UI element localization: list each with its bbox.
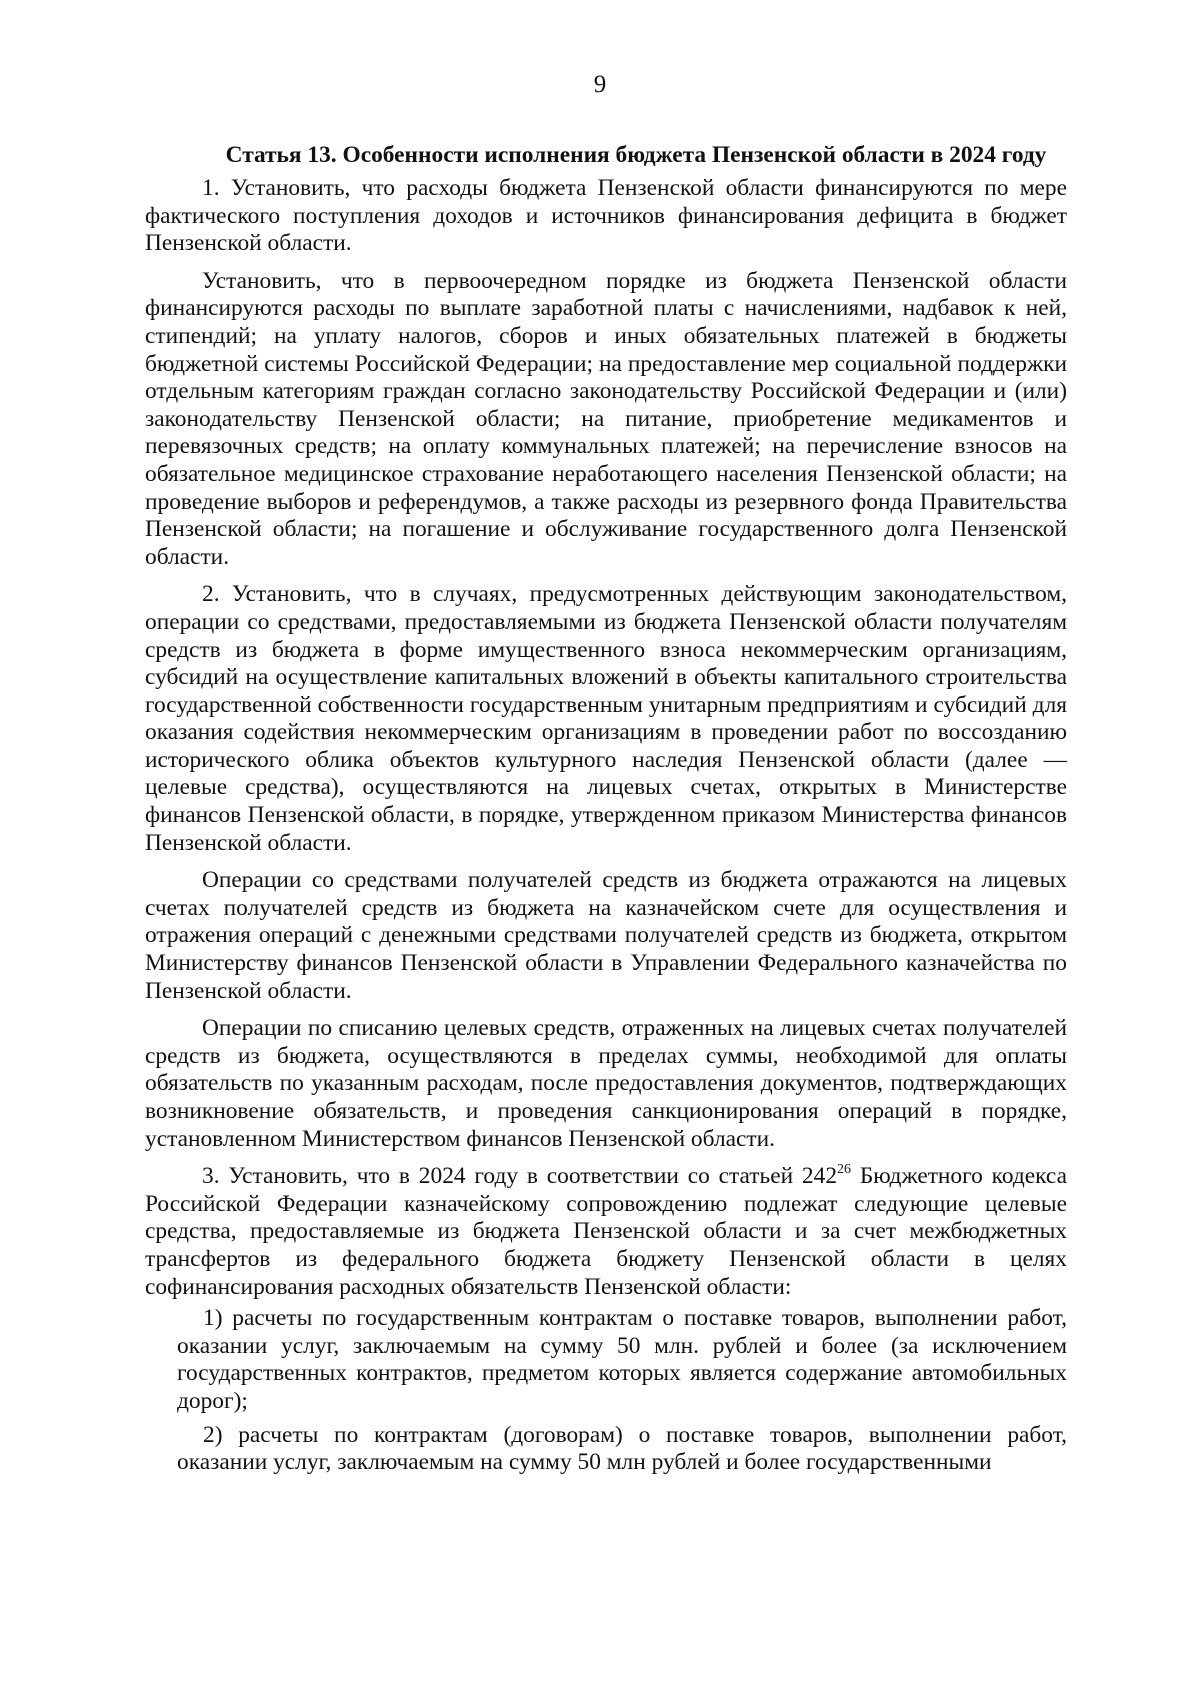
paragraph-3-rest: Бюджетного кодекса Российской Федерации казначейскому сопровождению подлежат следующие целевые средства, предоставляемые из бюджета Пензенской области и за счет межбюджетных трансфертов из федерального бюджета бюджету Пензенской области в целях софинансирования расходных обязательств Пензенской области:	[145, 1163, 1067, 1300]
paragraph-3	[145, 1163, 1067, 1301]
paragraph-priority-expenses: Установить, что в первоочередном порядке из бюджета Пензенской области финансируются расходы по выплате заработной платы с начислениями, надбавок к ней, стипендий; на уплату налогов, сборов и иных обязательных платежей в бюджеты бюджетной системы Российской Федерации; на предоставление мер социальной поддержки отдельным категориям граждан согласно законодательству Российской Федерации и (или) законодательству Пензенской области; на питание, приобретение медикаментов и перевязочных средств; на оплату коммунальных платежей; на перечисление взносов на обязательное медицинское страхование неработающего населения Пензенской области; на проведение выборов и референдумов, а также расходы из резервного фонда Правительства Пензенской области; на погашение и обслуживание государственного долга Пензенской области.	[145, 267, 1067, 570]
article-superscript: 26	[837, 1162, 852, 1178]
paragraph-operations-accounts: Операции со средствами получателей средств из бюджета отражаются на лицевых счетах получателей средств из бюджета на казначейском счете для осуществления и отражения операций с денежными средствами получателей средств из бюджета, открытом Министерству финансов Пензенской области в Управлении Федерального казначейства по Пензенской области.	[145, 867, 1067, 1004]
document-body	[145, 140, 1067, 1483]
page-number: 9	[593, 71, 607, 98]
paragraph-2: 2. Установить, что в случаях, предусмотренных действующим законодательством, операции со средствами, предоставляемыми из бюджета Пензенской области получателям средств из бюджета в форме имущественного взноса некоммерческим организациям, субсидий на осуществление капитальных вложений в объекты капитального строительства государственной собственности государственным унитарным предприятиям и субсидий для оказания содействия некоммерческим организациям в проведении работ по воссозданию исторического облика объектов культурного наследия Пензенской области (далее — целевые средства), осуществляются на лицевых счетах, открытых в Министерстве финансов Пензенской области, в порядке, утвержденном приказом Министерства финансов Пензенской области.	[145, 581, 1067, 856]
paragraph-3-start: 3. Установить, что в 2024 году в соответствии со статьей 242	[202, 1163, 838, 1190]
paragraph-1: 1. Установить, что расходы бюджета Пензенской области финансируются по мере фактического поступления доходов и источников финансирования дефицита в бюджет Пензенской области.	[145, 175, 1067, 257]
subitem-1: 1) расчеты по государственным контрактам о поставке товаров, выполнении работ, оказании услуг, заключаемым на сумму 50 млн. рублей и более (за исключением государственных контрактов, предметом которых является содержание автомобильных дорог);	[177, 1305, 1067, 1414]
paragraph-write-off: Операции по списанию целевых средств, отраженных на лицевых счетах получателей средств из бюджета, осуществляются в пределах суммы, необходимой для оплаты обязательств по указанным расходам, после предоставления документов, подтверждающих возникновение обязательств, и проведения санкционирования операций в порядке, установленном Министерством финансов Пензенской области.	[145, 1015, 1067, 1152]
article-title: Статья 13. Особенности исполнения бюджета Пензенской области в 2024 году	[225, 142, 1047, 168]
subitem-2: 2) расчеты по контрактам (договорам) о поставке товаров, выполнении работ, оказании услуг, заключаемым на сумму 50 млн рублей и более государственными	[177, 1421, 1067, 1476]
